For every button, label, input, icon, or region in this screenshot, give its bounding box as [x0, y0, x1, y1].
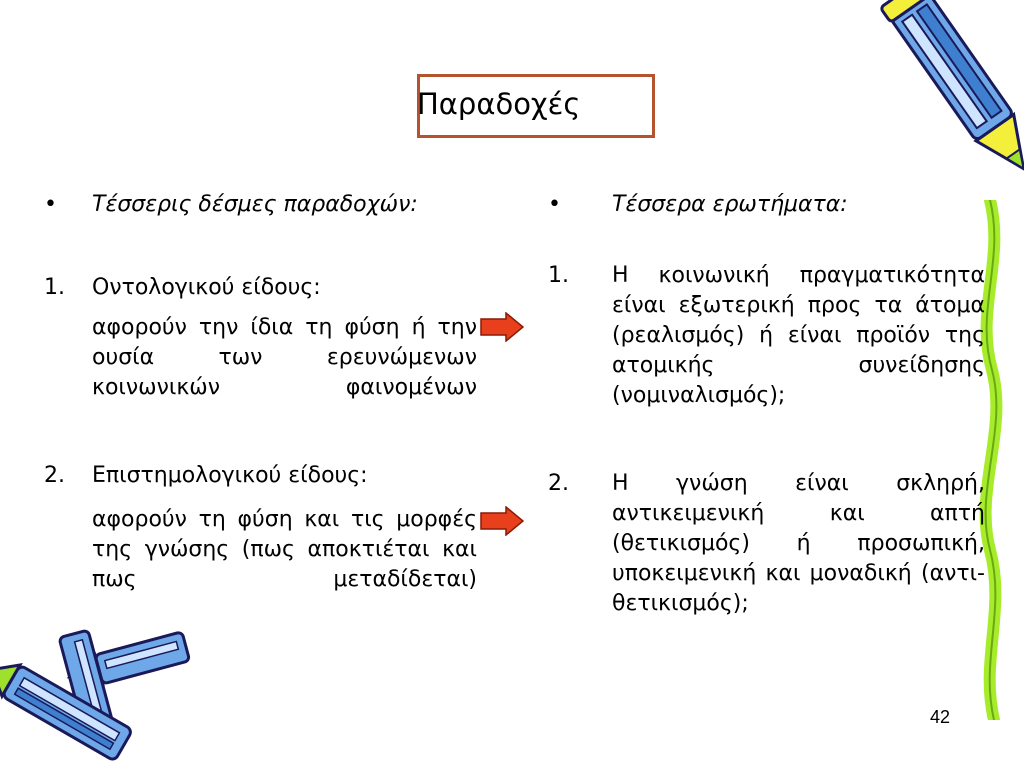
- arrow-right-icon: [480, 312, 524, 342]
- left-item-1-label: Οντολογικού είδους:: [92, 275, 321, 300]
- left-heading: Τέσσερις δέσμες παραδοχών:: [92, 192, 418, 217]
- pencils-bottom-left-icon: [0, 610, 200, 768]
- arrow-right-icon: [480, 506, 524, 536]
- left-item-2-desc: αφορούν τη φύση και τις μορφές της γνώσης (πως αποκτιέται και πως μεταδίδεται): [92, 507, 477, 592]
- right-heading: Τέσσερα ερωτήματα:: [612, 192, 848, 217]
- right-bullet: •: [548, 192, 561, 217]
- left-item-1-num: 1.: [44, 275, 65, 300]
- left-bullet: •: [44, 192, 57, 217]
- right-item-1-text: Η κοινωνική πραγματικότητα είναι εξωτερική προς τα άτομα (ρεαλισμός) ή είναι προϊόν της ατομικής συνείδησης (νομιναλισμός);: [612, 263, 985, 408]
- right-item-1-num: 1.: [548, 263, 569, 288]
- page-title: Παραδοχές: [417, 87, 581, 121]
- page-number: 42: [930, 707, 951, 727]
- left-item-1-desc: αφορούν την ίδια τη φύση ή την ουσία των ερευνώμενων κοινωνικών φαινομένων: [92, 315, 477, 400]
- left-item-2-num: 2.: [44, 463, 65, 488]
- left-item-2-label: Επιστημολογικού είδους:: [92, 463, 368, 488]
- right-item-2-num: 2.: [548, 471, 569, 496]
- right-item-2-text: Η γνώση είναι σκληρή, αντικειμενική και απτή (θετικισμός) ή προσωπική, υποκειμενική και μοναδική (αντι-θετικισμός);: [612, 471, 985, 616]
